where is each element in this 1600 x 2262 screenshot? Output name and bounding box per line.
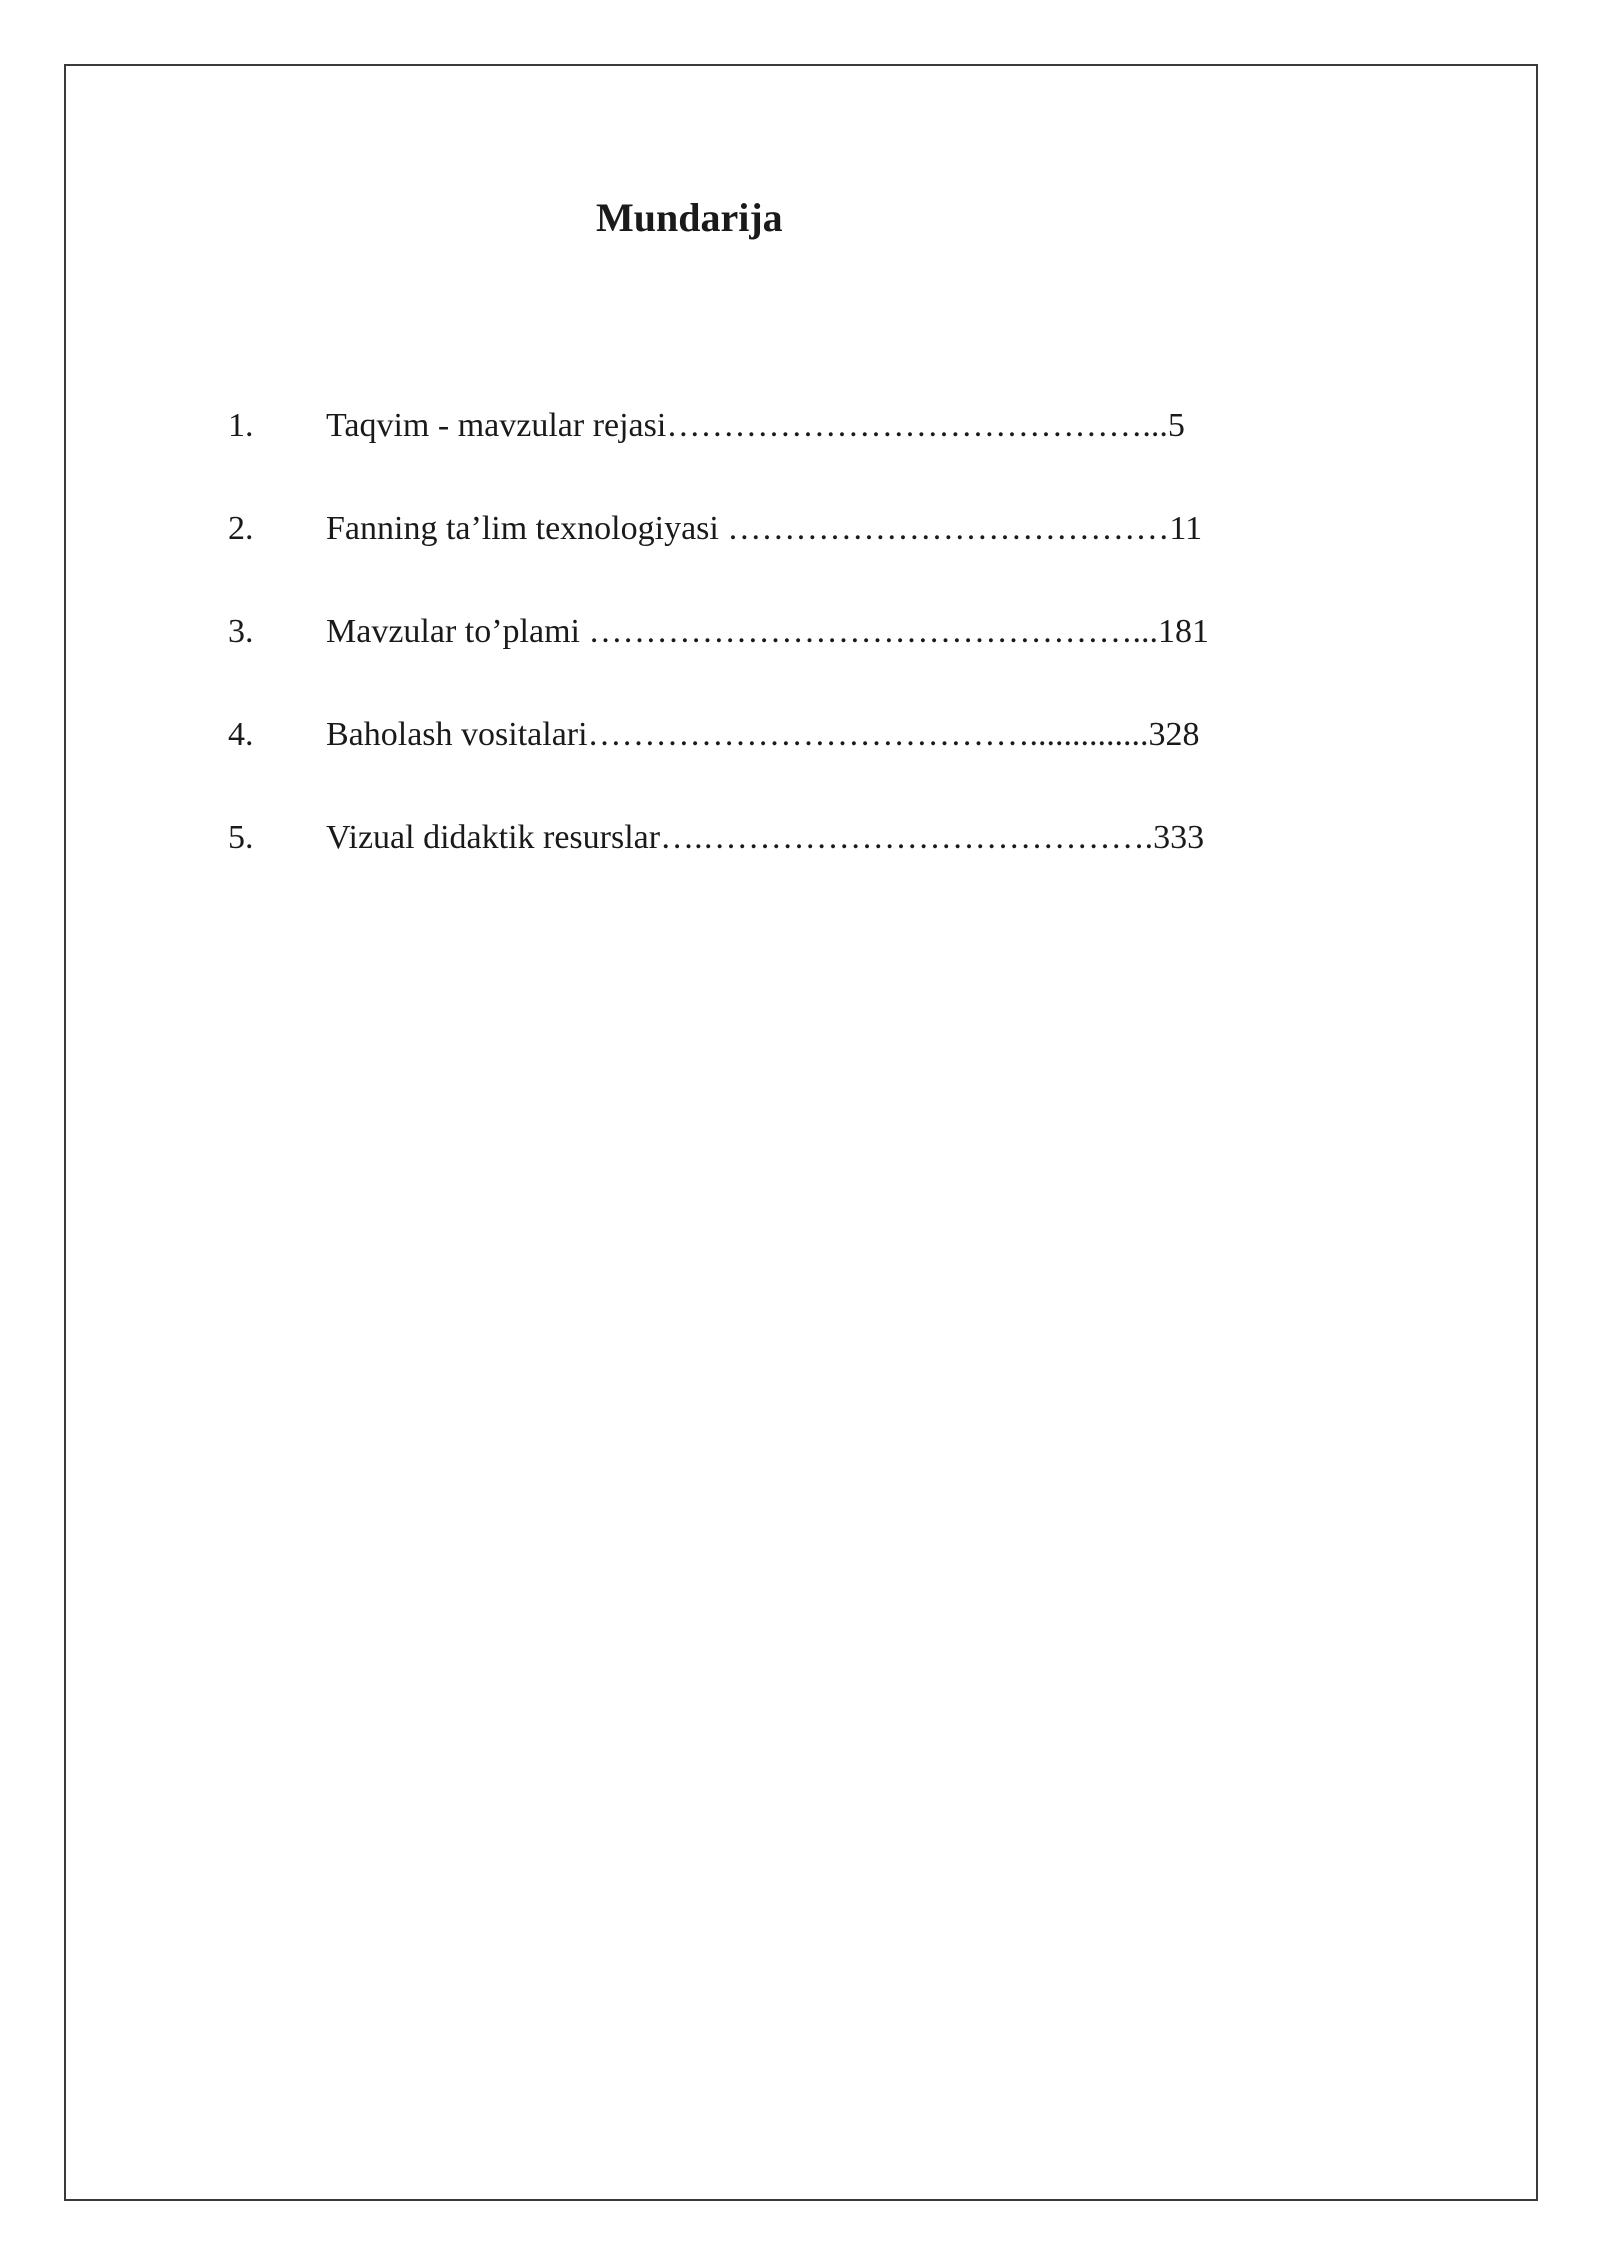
page-border [64,64,1538,2201]
toc-entry-text: Baholash vositalari…………………………………..............328 [326,716,1200,753]
toc-entry-text: Fanning ta’lim texnologiyasi …………………………………11 [326,510,1203,547]
toc-entry-number: 5. [228,819,254,856]
toc-entry-number: 1. [228,407,254,444]
page-title: Mundarija [596,195,783,240]
toc-entry-text: Vizual didaktik resurslar….………………………………….333 [326,819,1205,856]
toc-entry-text: Taqvim - mavzular rejasi……………………………………...5 [326,407,1185,444]
toc-entry-number: 3. [228,613,254,650]
toc-entry-text: Mavzular to’plami …………………………………………...181 [326,613,1209,650]
toc-entry-number: 2. [228,510,254,547]
toc-entry-number: 4. [228,716,254,753]
